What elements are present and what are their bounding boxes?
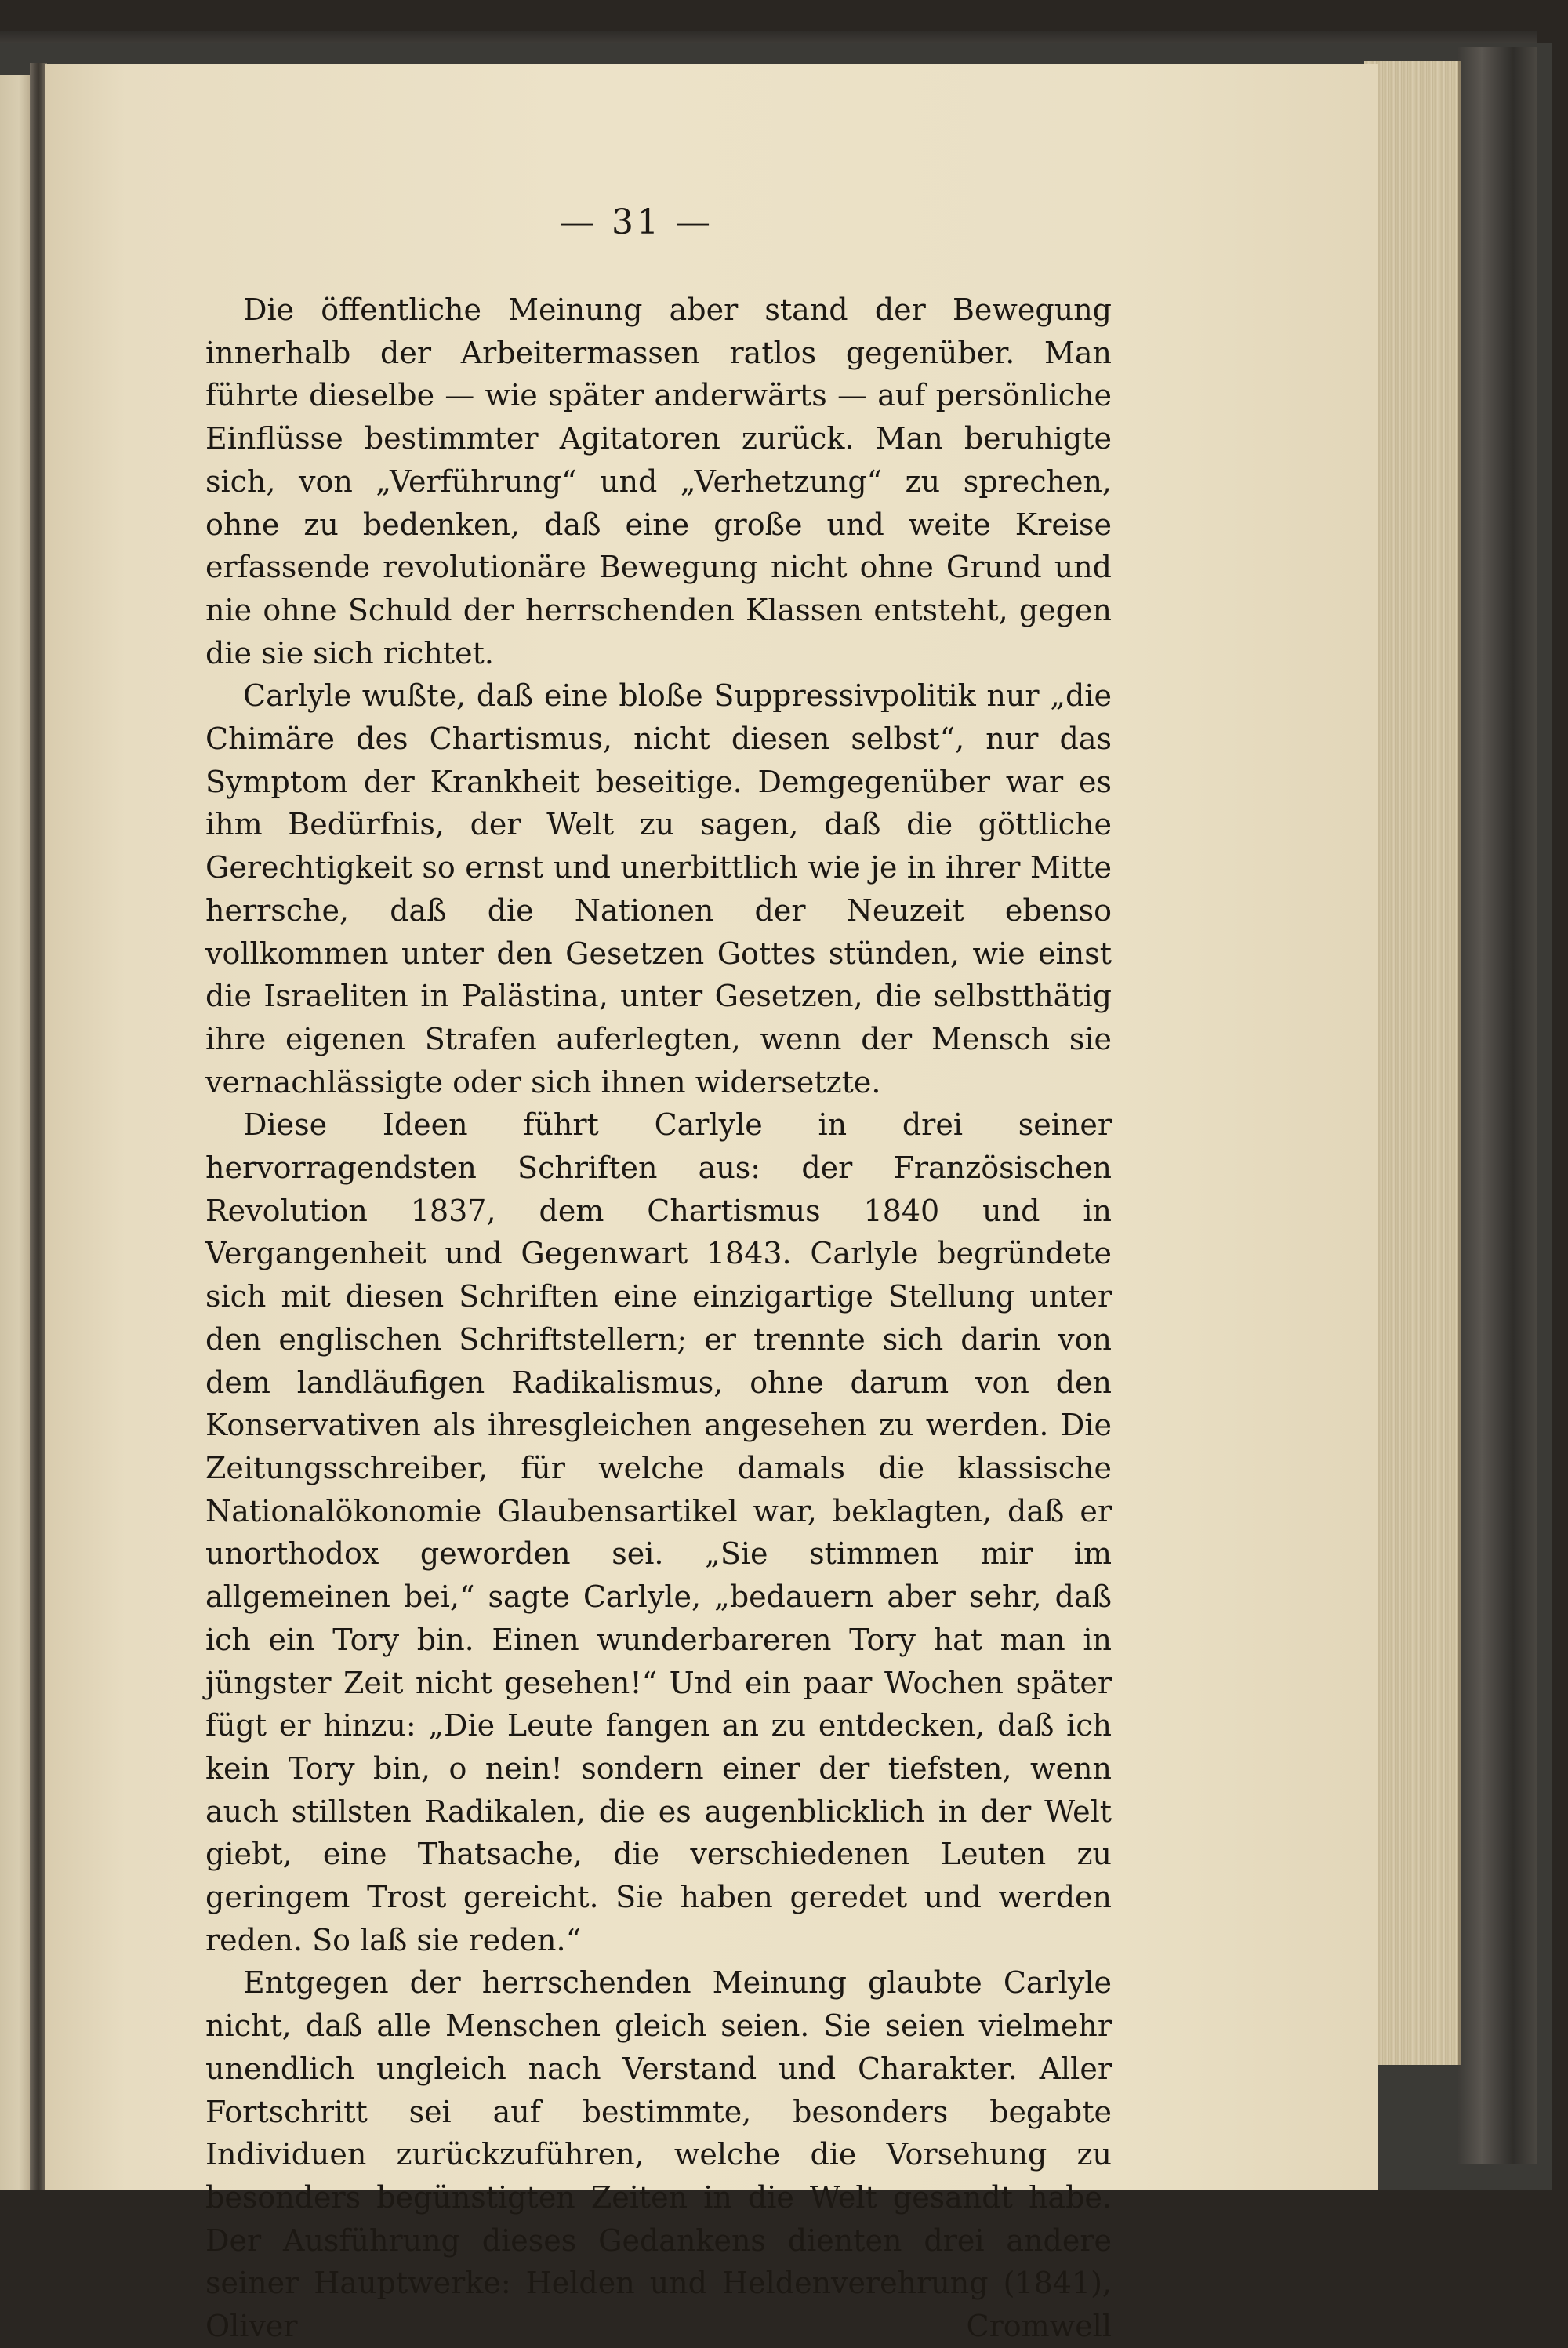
book-cover-edge (1458, 47, 1537, 2164)
page-number: — 31 — (560, 202, 713, 242)
paragraph: Entgegen der herrschenden Meinung glaubte Carlyle nicht, daß alle Menschen gleich seien. Sie seien vielmehr unendlich ungleich nach Verstand und Charakter. Aller Fortschritt sei auf bestimmte, besonders begabte Individuen zurückzuführen, welche die Vorsehung zu besonders begünstigten Zeiten in die Welt gesandt habe. Der Ausführung dieses Gedankens dienten drei andere seiner Hauptwerke: Helden und Heldenverehrung (1841), Oliver Cromwell (205, 1965, 1112, 2344)
paragraph: Die öffentliche Meinung aber stand der Bewegung innerhalb der Arbeitermassen ratlos gegenüber. Man führte dieselbe — wie später anderwärts — auf persönliche Einflüsse bestimmter Agitatoren zurück. Man beruhigte sich, von „Verführung“ und „Verhetzung“ zu sprechen, ohne zu bedenken, daß eine große und weite Kreise erfassende revolutionäre Bewegung nicht ohne Grund und nie ohne Schuld der herrschenden Klassen entsteht, gegen die sie sich richtet. (205, 293, 1112, 671)
facing-page-edge (0, 75, 31, 2190)
page-stack-edges (1364, 61, 1461, 2065)
paragraph: Diese Ideen führt Carlyle in drei seiner hervorragendsten Schriften aus: der Französischen Revolution 1837, dem Chartismus 1840 und in Vergangenheit und Gegenwart 1843. Carlyle begründete sich mit diesen Schriften eine einzigartige Stellung unter den englischen Schriftstellern; er trennte sich darin von dem landläufigen Radikalismus, ohne darum von den Konservativen als ihresgleichen angesehen zu werden. Die Zeitungsschreiber, für welche damals die klassische Nationalökonomie Glaubensartikel war, beklagten, daß er unorthodox geworden sei. „Sie stimmen mir im allgemeinen bei,“ sagte Carlyle, „bedauern aber sehr, daß ich ein Tory bin. Einen wunderbareren Tory hat man in jüngster Zeit nicht gesehen!“ Und ein paar Wochen später fügt er hinzu: „Die Leute fangen an zu entdecken, daß ich kein Tory bin, o nein! sondern einer der tiefsten, wenn auch stillsten Radikalen, die es augenblicklich in der Welt giebt, eine Thatsache, die verschiedenen Leuten zu geringem Trost gereicht. Sie haben geredet und werden reden. So laß sie reden.“ (205, 1107, 1112, 1957)
paragraph: Carlyle wußte, daß eine bloße Suppressivpolitik nur „die Chimäre des Chartismus, nicht diesen selbst“, nur das Symptom der Krankheit beseitige. Demgegenüber war es ihm Bedürfnis, der Welt zu sagen, daß die göttliche Gerechtigkeit so ernst und unerbittlich wie je in ihrer Mitte herrsche, daß die Nationen der Neuzeit ebenso vollkommen unter den Gesetzen Gottes stünden, wie einst die Israeliten in Palästina, unter Gesetzen, die selbstthätig ihre eigenen Strafen auferlegten, wenn der Mensch sie vernachlässigte oder sich ihnen widersetzte. (205, 678, 1112, 1099)
page-text (205, 289, 1112, 2348)
book-gutter (30, 63, 47, 2190)
